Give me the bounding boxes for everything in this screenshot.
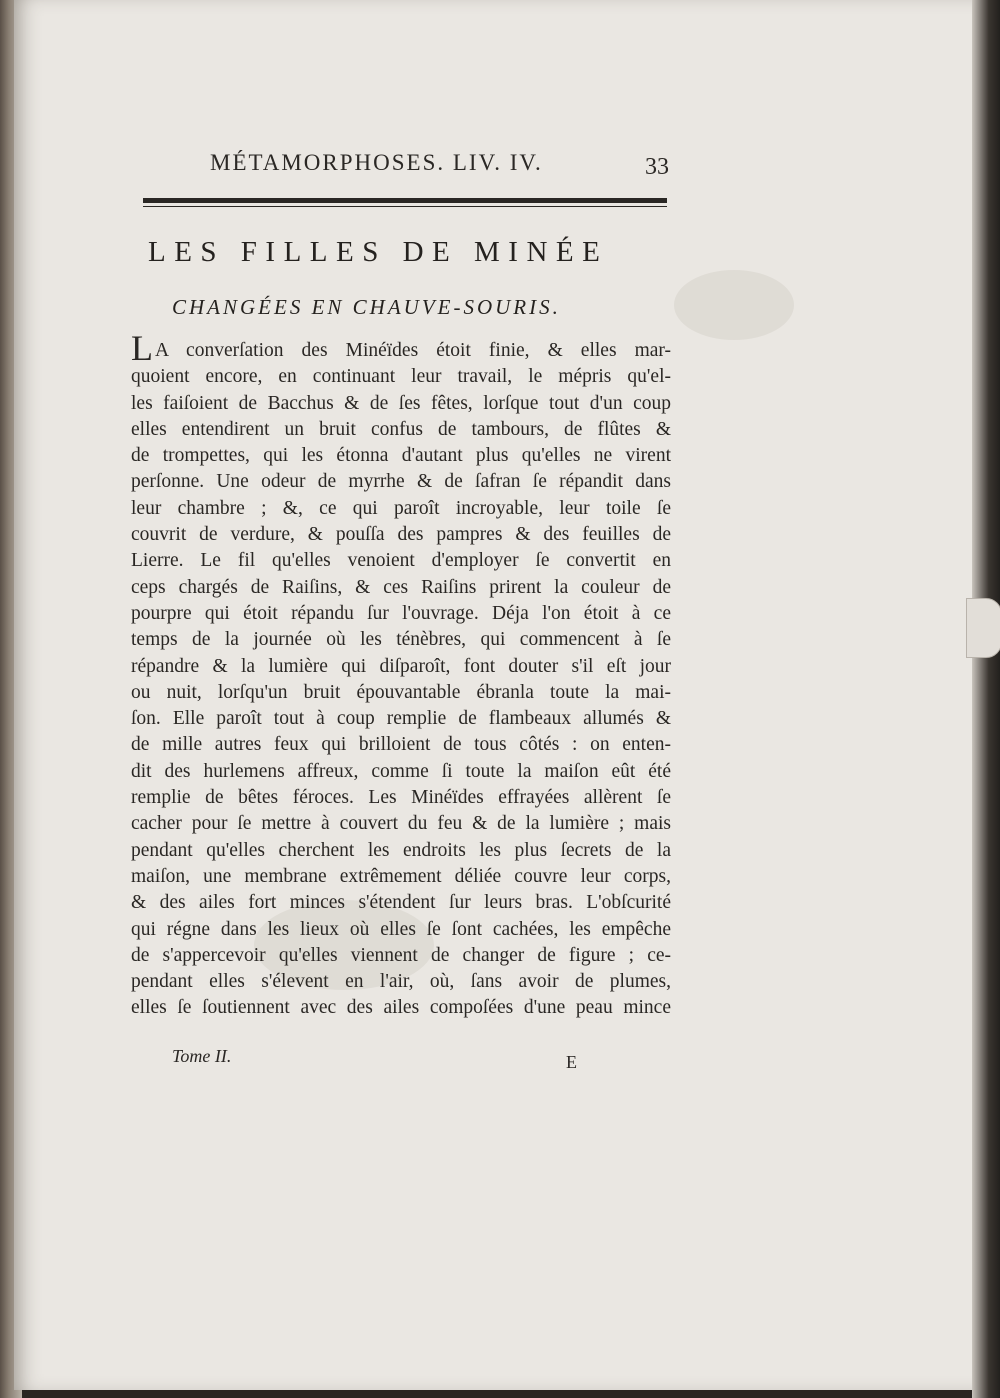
chapter-subtitle: CHANGÉES EN CHAUVE-SOURIS. (172, 295, 561, 319)
text-line: elles ſe ſoutiennent avec des ailes compoſées d'une peau mince (131, 997, 671, 1019)
text-line: dit des hurlemens affreux, comme ſi toute la maiſon eût été (131, 760, 671, 782)
text-line: temps de la journée où les ténèbres, qui commencent à ſe (131, 629, 671, 651)
chapter-title: LES FILLES DE MINÉE (148, 236, 609, 268)
text-line: de mille autres feux qui brilloient de tous côtés : on enten- (131, 734, 671, 756)
text-line: ou nuit, lorſqu'un bruit épouvantable ébranla toute la mai- (131, 681, 671, 703)
page-tab-marker (966, 598, 1000, 658)
text-line: maiſon, une membrane extrêmement déliée couvre leur corps, (131, 865, 671, 887)
text-line: cacher pour ſe mettre à couvert du feu & de la lumière ; mais (131, 813, 671, 835)
text-line: pendant elles s'élevent en l'air, où, ſans avoir de plumes, (131, 971, 671, 993)
text-line: remplie de bêtes féroces. Les Minéïdes effrayées allèrent ſe (131, 787, 671, 809)
running-head: MÉTAMORPHOSES. LIV. IV. (210, 150, 543, 175)
text-line: de s'appercevoir qu'elles viennent de changer de figure ; ce- (131, 944, 671, 966)
text-line: qui régne dans les lieux où elles ſe ſont cachées, les empêche (131, 918, 671, 940)
paper-stain (674, 270, 794, 340)
text-line: & des ailes fort minces s'étendent ſur leurs bras. L'obſcurité (131, 892, 671, 914)
text-line: répandre & la lumière qui diſparoît, font douter s'il eſt jour (131, 655, 671, 677)
text-line: elles entendirent un bruit confus de tambours, de flûtes & (131, 418, 671, 440)
text-line: pourpre qui étoit répandu ſur l'ouvrage. Déja l'on étoit à ce (131, 602, 671, 624)
volume-label: Tome II. (172, 1046, 232, 1066)
text-line: Lierre. Le fil qu'elles venoient d'employer ſe convertit en (131, 550, 671, 572)
body-text (131, 328, 671, 1022)
header-rule-thin (143, 206, 667, 207)
page-edge (972, 0, 1000, 1398)
text-line: ſon. Elle paroît tout à coup remplie de flambeaux allumés & (131, 708, 671, 730)
text-line: L A converſation des Minéïdes étoit finie, & elles mar- (131, 328, 671, 368)
text-line: couvrit de verdure, & pouſſa des pampres & des feuilles de (131, 524, 671, 546)
text-line: leur chambre ; &, ce qui paroît incroyable, leur toile ſe (131, 497, 671, 519)
text-line: quoient encore, en continuant leur travail, le mépris qu'el- (131, 366, 671, 388)
page-number: 33 (645, 154, 669, 180)
text-line: les faiſoient de Bacchus & de ſes fêtes, lorſque tout d'un coup (131, 392, 671, 414)
text-line: ceps chargés de Raiſins, & ces Raiſins prirent la couleur de (131, 576, 671, 598)
signature-mark: E (566, 1052, 577, 1072)
text-line: perſonne. Une odeur de myrrhe & de ſafran ſe répandit dans (131, 471, 671, 493)
drop-cap: L (131, 328, 153, 368)
text-line: pendant qu'elles cherchent les endroits les plus ſecrets de la (131, 839, 671, 861)
text-line: de trompettes, qui les étonna d'autant plus qu'elles ne virent (131, 445, 671, 467)
header-rule-thick (143, 198, 667, 203)
